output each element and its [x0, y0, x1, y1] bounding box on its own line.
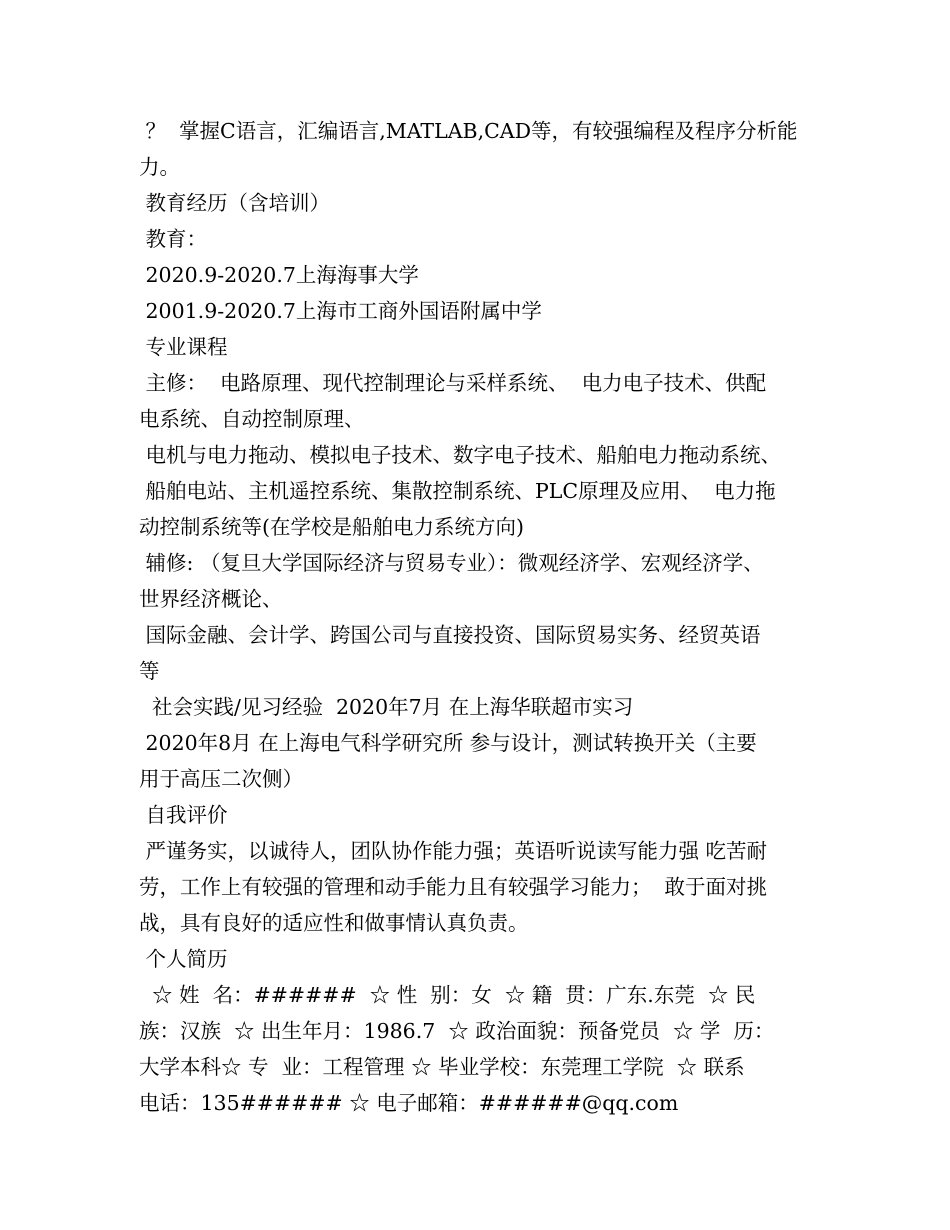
- text-line: 动控制系统等(在学校是船舶电力系统方向): [139, 515, 524, 539]
- text-line: 国际金融、会计学、跨国公司与直接投资、国际贸易实务、经贸英语: [139, 623, 761, 647]
- text-line: 教育：: [139, 227, 208, 251]
- text-line: 2001.9-2020.7上海市工商外国语附属中学: [139, 299, 542, 323]
- text-line: 社会实践/见习经验 2020年7月 在上海华联超市实习: [139, 695, 634, 719]
- text-line: 2020.9-2020.7上海海事大学: [139, 263, 419, 287]
- text-line: 大学本科☆ 专 业：工程管理 ☆ 毕业学校：东莞理工学院 ☆ 联系: [139, 1055, 745, 1079]
- text-line: ？ 掌握C语言，汇编语言,MATLAB,CAD等，有较强编程及程序分析能: [139, 119, 798, 143]
- text-line: 劳，工作上有较强的管理和动手能力且有较强学习能力； 敢于面对挑: [139, 875, 768, 899]
- text-line: 主修： 电路原理、现代控制理论与采样系统、 电力电子技术、供配: [139, 371, 767, 395]
- text-line: 族：汉族 ☆ 出生年月：1986.7 ☆ 政治面貌：预备党员 ☆ 学 历：: [139, 1019, 775, 1043]
- section-heading-education: 教育经历（含培训）: [139, 191, 331, 215]
- text-line: 等: [139, 659, 160, 683]
- text-line: 电系统、自动控制原理、: [139, 407, 365, 431]
- text-line: 辅修: （复旦大学国际经济与贸易专业）：微观经济学、宏观经济学、: [139, 551, 764, 575]
- text-line: ☆ 姓 名：###### ☆ 性 别：女 ☆ 籍 贯：广东.东莞 ☆ 民: [139, 983, 756, 1007]
- text-line: 电机与电力拖动、模拟电子技术、数字电子技术、船舶电力拖动系统、: [139, 443, 782, 467]
- text-line: 力。: [139, 155, 180, 179]
- text-line: 用于高压二次侧）: [139, 767, 303, 791]
- section-heading-courses: 专业课程: [139, 335, 228, 359]
- text-line: 电话：135###### ☆ 电子邮箱：######@qq.com: [139, 1091, 679, 1115]
- section-heading-resume: 个人简历: [139, 947, 228, 971]
- text-line: 战，具有良好的适应性和做事情认真负责。: [139, 911, 529, 935]
- section-heading-self-evaluation: 自我评价: [139, 803, 228, 827]
- text-line: 严谨务实，以诚待人，团队协作能力强；英语听说读写能力强 吃苦耐: [139, 839, 768, 863]
- text-line: 2020年8月 在上海电气科学研究所 参与设计，测试转换开关（主要: [139, 731, 757, 755]
- text-line: 船舶电站、主机遥控系统、集散控制系统、PLC原理及应用、 电力拖: [139, 479, 776, 503]
- text-line: 世界经济概论、: [139, 587, 283, 611]
